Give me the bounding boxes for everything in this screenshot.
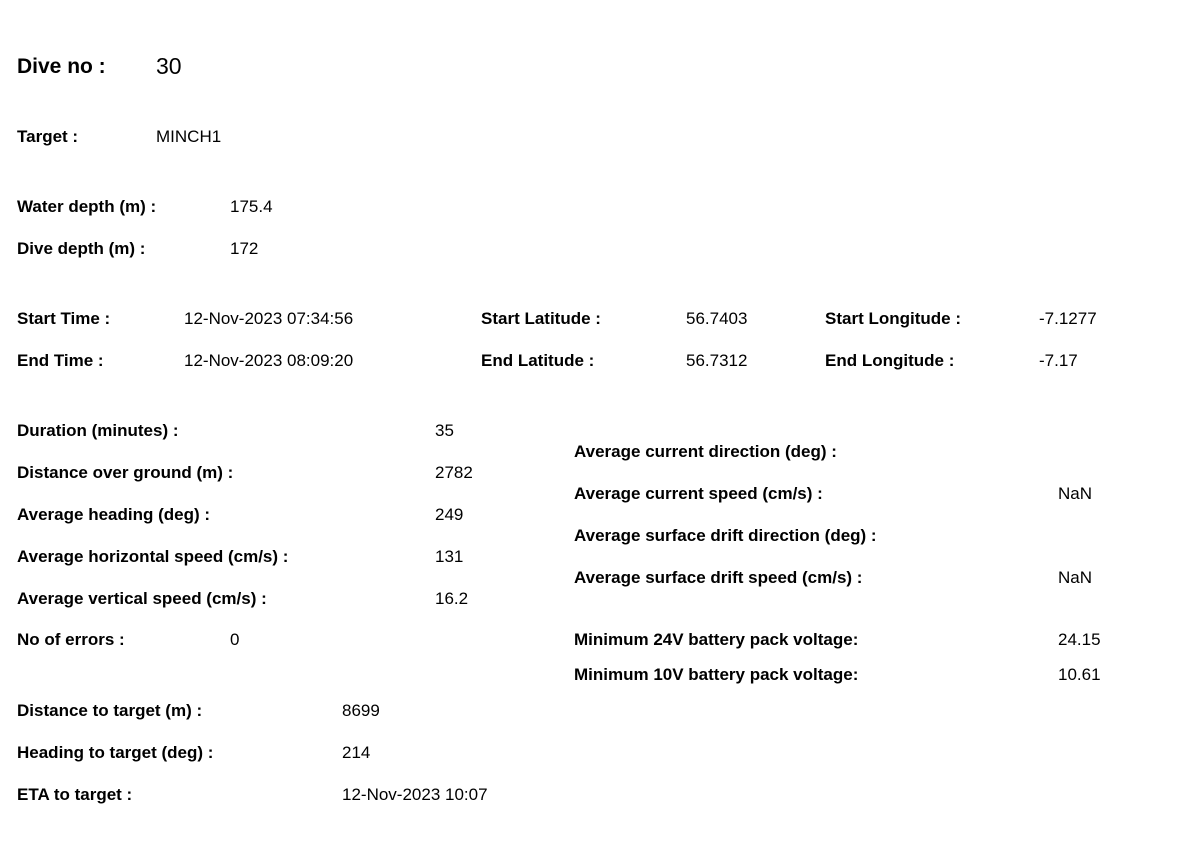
start-time-value: 12-Nov-2023 07:34:56 — [184, 309, 354, 328]
current-direction-label: Average current direction (deg) : — [574, 442, 837, 461]
average-heading-label: Average heading (deg) : — [17, 505, 211, 524]
end-time-label: End Time : — [17, 351, 104, 370]
start-longitude-label: Start Longitude : — [825, 309, 961, 328]
current-speed-label: Average current speed (cm/s) : — [574, 484, 823, 503]
surface-drift-speed-value: NaN — [1058, 568, 1093, 587]
battery-10v-label: Minimum 10V battery pack voltage: — [574, 665, 859, 684]
heading-to-target-label: Heading to target (deg) : — [17, 743, 214, 762]
eta-to-target-value: 12-Nov-2023 10:07 — [342, 785, 488, 804]
surface-drift-direction-label: Average surface drift direction (deg) : — [574, 526, 877, 545]
target-label: Target : — [17, 127, 79, 146]
distance-to-target-value: 8699 — [342, 701, 380, 720]
average-vertical-speed-value: 16.2 — [435, 589, 469, 608]
battery-24v-label: Minimum 24V battery pack voltage: — [574, 630, 859, 649]
water-depth-value: 175.4 — [230, 197, 273, 216]
dive-depth-value: 172 — [230, 239, 259, 258]
duration-label: Duration (minutes) : — [17, 421, 179, 440]
start-time-label: Start Time : — [17, 309, 111, 328]
water-depth-label: Water depth (m) : — [17, 197, 157, 216]
average-horizontal-speed-value: 131 — [435, 547, 464, 566]
start-latitude-value: 56.7403 — [686, 309, 748, 328]
dive-depth-label: Dive depth (m) : — [17, 239, 146, 258]
surface-drift-speed-label: Average surface drift speed (cm/s) : — [574, 568, 863, 587]
end-time-value: 12-Nov-2023 08:09:20 — [184, 351, 354, 370]
distance-over-ground-value: 2782 — [435, 463, 473, 482]
distance-to-target-label: Distance to target (m) : — [17, 701, 203, 720]
duration-value: 35 — [435, 421, 454, 440]
target-value: MINCH1 — [156, 127, 222, 146]
end-longitude-label: End Longitude : — [825, 351, 955, 370]
average-vertical-speed-label: Average vertical speed (cm/s) : — [17, 589, 267, 608]
dive-no-value: 30 — [156, 53, 182, 79]
end-latitude-value: 56.7312 — [686, 351, 748, 370]
end-latitude-label: End Latitude : — [481, 351, 595, 370]
end-longitude-value: -7.17 — [1039, 351, 1078, 370]
dive-no-label: Dive no : — [17, 55, 106, 78]
heading-to-target-value: 214 — [342, 743, 371, 762]
battery-10v-value: 10.61 — [1058, 665, 1101, 684]
current-speed-value: NaN — [1058, 484, 1093, 503]
battery-24v-value: 24.15 — [1058, 630, 1101, 649]
errors-label: No of errors : — [17, 630, 125, 649]
average-heading-value: 249 — [435, 505, 464, 524]
start-latitude-label: Start Latitude : — [481, 309, 601, 328]
average-horizontal-speed-label: Average horizontal speed (cm/s) : — [17, 547, 289, 566]
distance-over-ground-label: Distance over ground (m) : — [17, 463, 234, 482]
errors-value: 0 — [230, 630, 240, 649]
eta-to-target-label: ETA to target : — [17, 785, 133, 804]
start-longitude-value: -7.1277 — [1039, 309, 1097, 328]
